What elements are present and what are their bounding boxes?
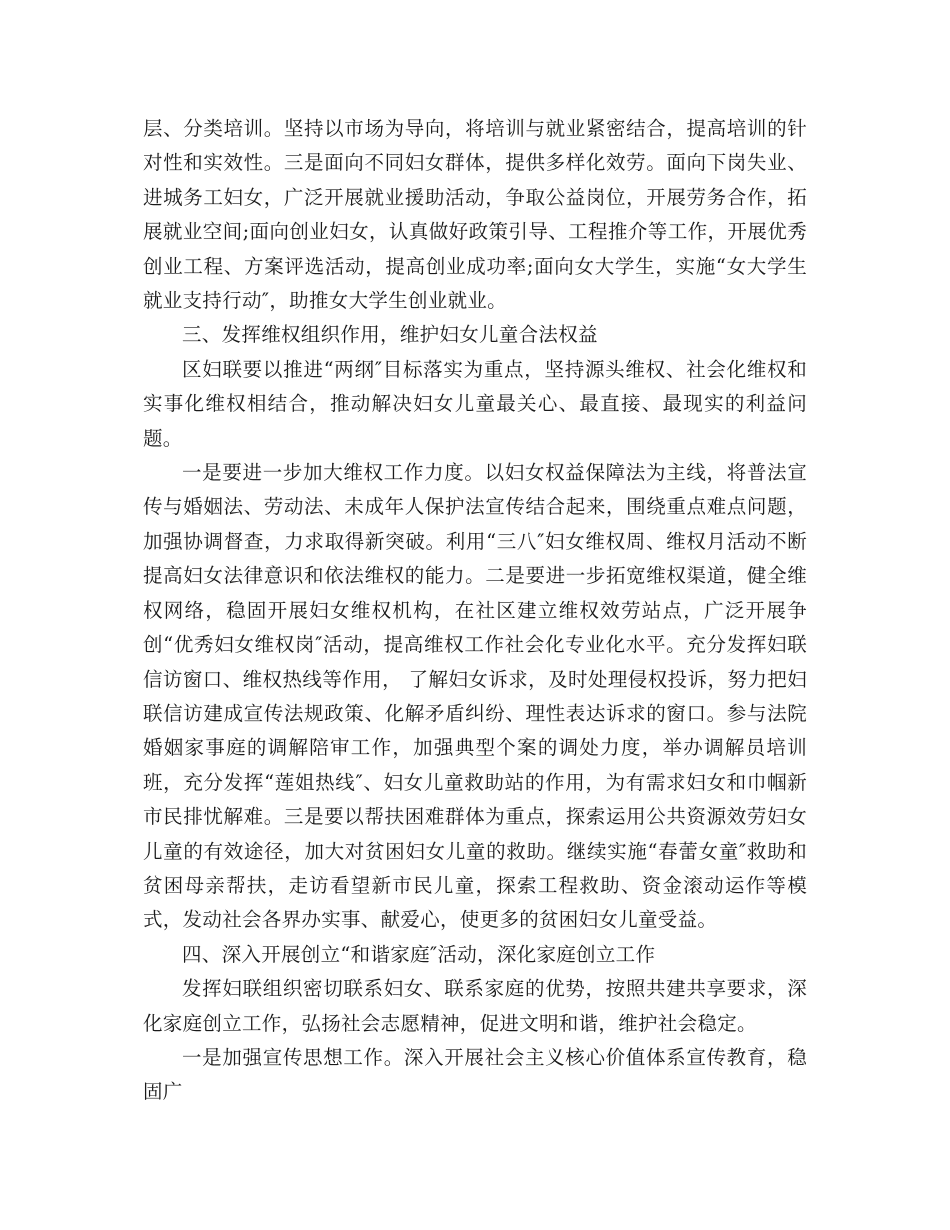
paragraph-training-continuation: 层、分类培训。坚持以市场为导向，将培训与就业紧密结合，提高培训的针对性和实效性。三是面向不同妇女群体，提供多样化效劳。面向下岗失业、进城务工妇女，广泛开展就业援助活动，争取公益岗位，开展劳务合作，拓展就业空间;面向创业妇女，认真做好政策引导、工程推介等工作，开展优秀创业工程、方案评选活动，提高创业成功率;面向女大学生，实施“女大学生就业支持行动″，助推女大学生创业就业。 (143, 117, 807, 313)
paragraph-family-intro: 发挥妇联组织密切联系妇女、联系家庭的优势，按照共建共享要求，深化家庭创立工作，弘扬社会志愿精神，促进文明和谐，维护社会稳定。 (143, 977, 807, 1035)
section-heading-rights-protection: 三、发挥维权组织作用，维护妇女儿童合法权益 (182, 323, 598, 347)
document-body (143, 112, 807, 1110)
paragraph-rights-intro: 区妇联要以推进“两纲″目标落实为重点，坚持源头维权、社会化维权和实事化维权相结合，推动解决妇女儿童最关心、最直接、最现实的利益问题。 (143, 357, 807, 450)
section-heading-harmonious-family: 四、深入开展创立“和谐家庭″活动，深化家庭创立工作 (182, 942, 656, 966)
paragraph-rights-measures: 一是要进一步加大维权工作力度。以妇女权益保障法为主线，将普法宣传与婚姻法、劳动法、未成年人保护法宣传结合起来，围绕重点难点问题，加强协调督查，力求取得新突破。利用“三八″妇女维权周、维权月活动不断提高妇女法律意识和依法维权的能力。二是要进一步拓宽维权渠道，健全维权网络，稳固开展妇女维权机构，在社区建立维权效劳站点，广泛开展争创“优秀妇女维权岗″活动，提高维权工作社会化专业化水平。充分发挥妇联信访窗口、维权热线等作用， 了解妇女诉求，及时处理侵权投诉，努力把妇联信访建成宣传法规政策、化解矛盾纠纷、理性表达诉求的窗口。参与法院婚姻家事庭的调解陪审工作，加强典型个案的调处力度，举办调解员培训班，充分发挥“莲姐热线″、妇女儿童救助站的作用，为有需求妇女和巾帼新市民排忧解难。三是要以帮扶困难群体为重点，探索运用公共资源效劳妇女儿童的有效途径，加大对贫困妇女儿童的救助。继续实施“春蕾女童″救助和贫困母亲帮扶，走访看望新市民儿童，探索工程救助、资金滚动运作等模式，发动社会各界办实事、献爱心，使更多的贫困妇女儿童受益。 (143, 461, 807, 932)
paragraph-publicity-work: 一是加强宣传思想工作。深入开展社会主义核心价值体系宣传教育，稳固广 (143, 1045, 807, 1104)
